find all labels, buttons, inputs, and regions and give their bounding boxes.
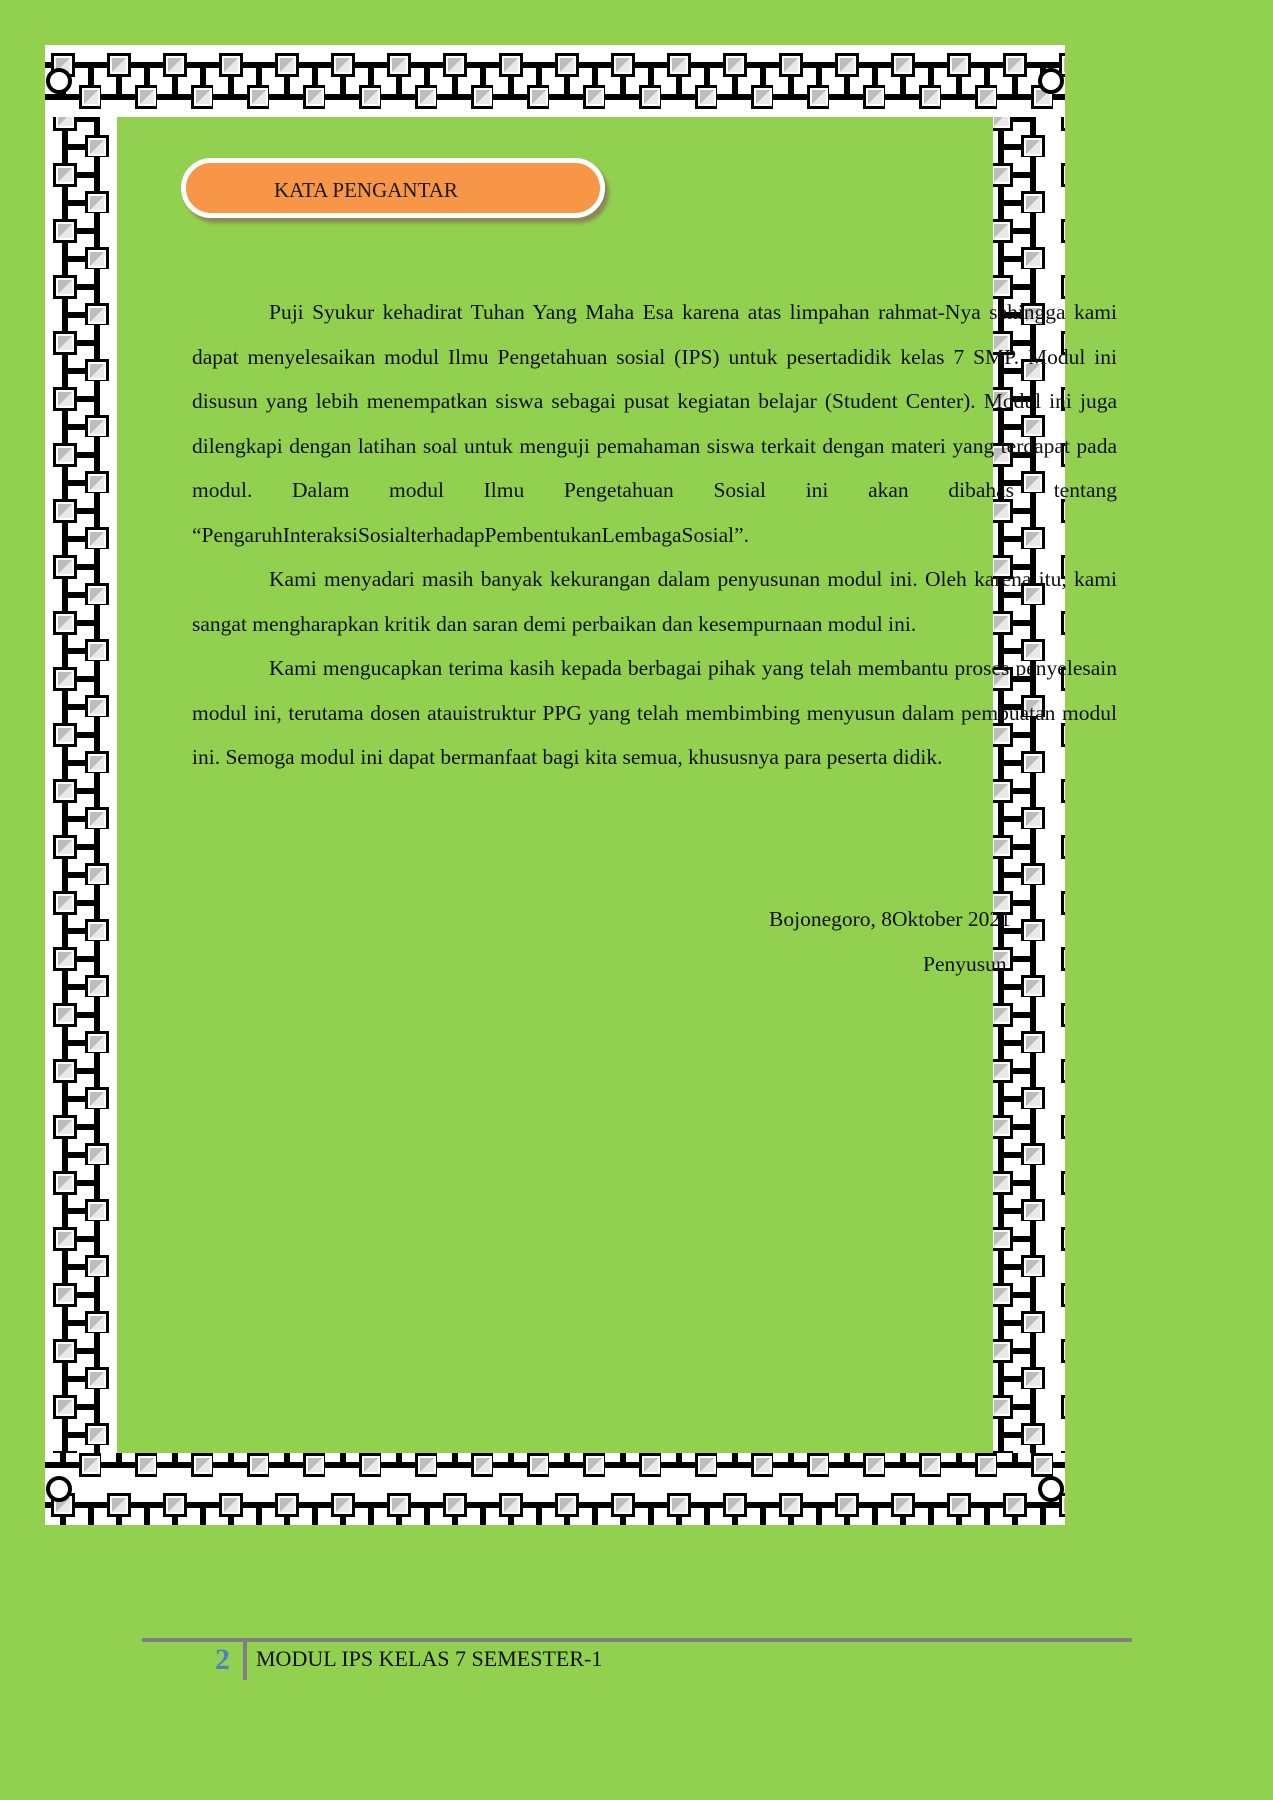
page-title: KATA PENGANTAR (274, 178, 458, 202)
paragraph-1-quote: “PengaruhInteraksiSosialterhadapPembentukanLembagaSosial”. (192, 522, 750, 547)
footer-separator (243, 1640, 247, 1680)
paragraph-2: Kami menyadari masih banyak kekurangan dalam penyusunan modul ini. Oleh karena itu, kami sangat mengharapkan kritik dan saran demi perbaikan dan kesempurnaan modul ini. (192, 567, 1117, 636)
paragraph-3: Kami mengucapkan terima kasih kepada berbagai pihak yang telah membantu proses penyelesain modul ini, terutama dosen atauistruktur PPG yang telah membimbing menyusun dalam pembuatan modul ini. Semoga modul ini dapat bermanfaat bagi kita semua, khususnya para peserta didik. (192, 656, 1117, 769)
footer-label: MODUL IPS KELAS 7 SEMESTER-1 (256, 1646, 603, 1671)
paragraph-1: Puji Syukur kehadirat Tuhan Yang Maha Esa karena atas limpahan rahmat-Nya sehingga kami dapat menyelesaikan modul Ilmu Pengetahuan sosial (IPS) untuk pesertadidik kelas 7 SMP. Modul ini disusun yang lebih menempatkan siswa sebagai pusat kegiatan belajar (Student Center). Modul ini juga dilengkapi dengan latihan soal untuk menguji pemahaman siswa terkait dengan materi yang terdapat pada modul. Dalam modul Ilmu Pengetahuan Sosial ini akan dibahas tentang (192, 300, 1117, 502)
decorative-border (45, 45, 1065, 1525)
place-date: Bojonegoro, 8Oktober 2021 (769, 907, 1011, 931)
signer: Penyusun (923, 952, 1007, 976)
title-banner (181, 158, 605, 218)
footer-divider (142, 1638, 1132, 1642)
page-number: 2 (215, 1643, 230, 1676)
foreword-body (192, 290, 1117, 780)
